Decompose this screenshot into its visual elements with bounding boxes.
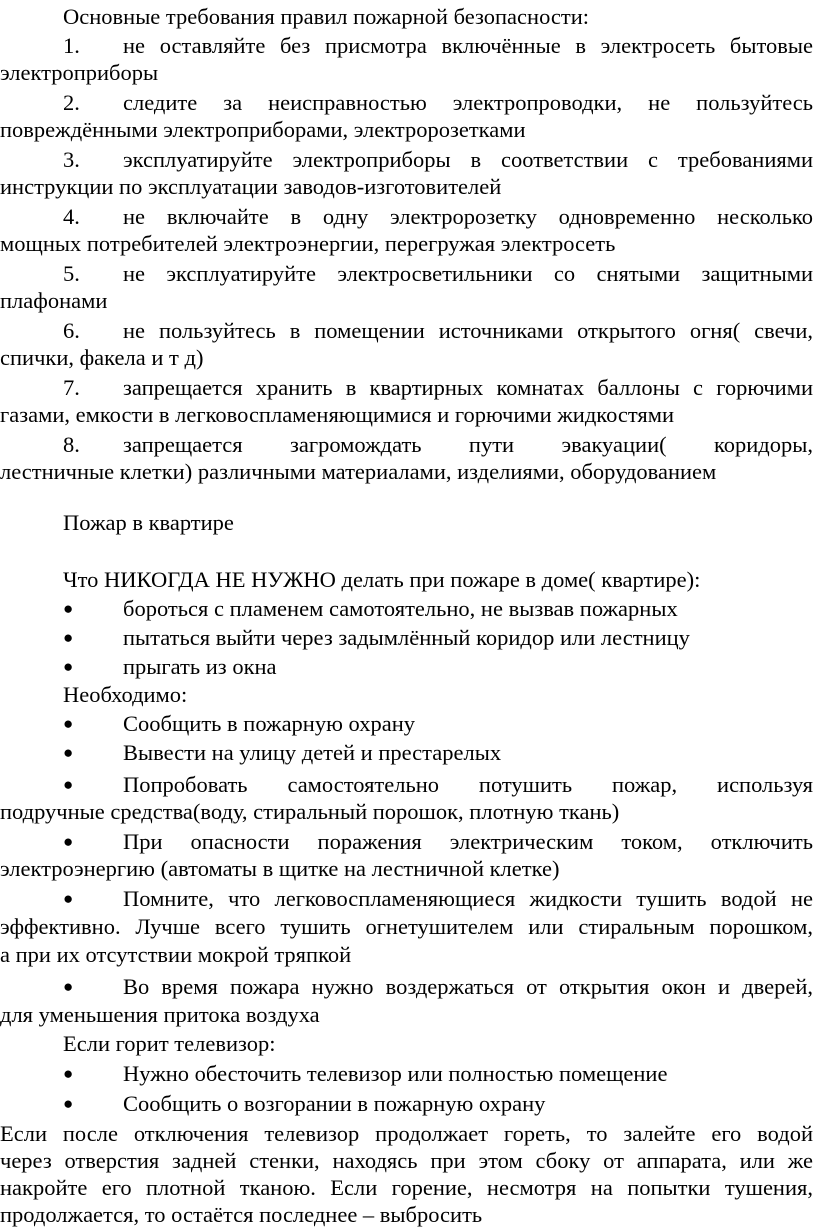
list-item-text: Сообщить в пожарную охрану (123, 711, 415, 736)
list-item-text: прыгать из окна (123, 654, 277, 679)
tv-item-1 (0, 1059, 816, 1088)
list-item-text: Во время пожара нужно воздержаться от открытия окон и дверей, (123, 974, 813, 999)
paragraph-text: накройте его плотной тканою. Если горение, несмотря на попытки тушения, (0, 1175, 813, 1200)
necessary-item-3-line-1 (0, 770, 816, 799)
rule-3-line-1 (0, 145, 816, 174)
final-paragraph-line-4 (0, 1200, 816, 1229)
necessary-item-6-line-1 (0, 972, 816, 1001)
rule-number: 6. (63, 318, 80, 343)
rule-text-continued: повреждёнными электроприборами, электророзетками (0, 117, 526, 142)
rule-text-continued: электроприборы (0, 60, 159, 85)
list-item-text: Помните, что легковоспламеняющиеся жидкости тушить водой не (123, 886, 813, 911)
never-item-3 (0, 652, 816, 681)
rule-5-line-2 (0, 286, 816, 315)
section-title: Пожар в квартире (63, 510, 234, 535)
list-item-text: Нужно обесточить телевизор или полностью помещение (123, 1061, 668, 1086)
tv-heading: Если горит телевизор: (63, 1031, 276, 1056)
bullet-icon: ● (63, 1064, 74, 1083)
bullet-icon: ● (63, 743, 74, 762)
rule-text-continued: плафонами (0, 288, 108, 313)
bullet-icon: ● (63, 775, 74, 794)
necessary-item-2 (0, 738, 816, 767)
necessary-heading-line (0, 680, 816, 709)
rule-4-line-2 (0, 229, 816, 258)
rule-number: 7. (63, 375, 80, 400)
never-heading-line (0, 565, 816, 594)
list-item-text: Вывести на улицу детей и престарелых (123, 740, 502, 765)
intro-title: Основные требования правил пожарной безопасности: (63, 4, 589, 29)
necessary-item-6-line-2 (0, 1000, 816, 1029)
rule-1-line-1 (0, 31, 816, 60)
list-item-text: При опасности поражения электрическим током, отключить (123, 829, 813, 854)
rule-4-line-1 (0, 202, 816, 231)
paragraph-text: Если после отключения телевизор продолжает гореть, то залейте его водой (0, 1121, 813, 1146)
rule-number: 1. (63, 33, 80, 58)
rule-2-line-2 (0, 115, 816, 144)
rule-6-line-2 (0, 343, 816, 372)
list-item-text-continued: электроэнергию (автоматы в щитке на лестничной клетке) (0, 856, 560, 881)
bullet-icon: ● (63, 599, 74, 618)
rule-text: запрещается загромождать пути эвакуации( коридоры, (123, 432, 813, 457)
list-item-text: пытаться выйти через задымлённый коридор или лестницу (123, 625, 690, 650)
rule-number: 2. (63, 90, 80, 115)
rule-text: следите за неисправностью электропроводки, не пользуйтесь (123, 90, 813, 115)
final-paragraph-line-3 (0, 1173, 816, 1202)
necessary-item-1 (0, 709, 816, 738)
rule-text: запрещается хранить в квартирных комнатах баллоны с горючими (123, 375, 813, 400)
rule-7-line-2 (0, 400, 816, 429)
rule-6-line-1 (0, 316, 816, 345)
rule-3-line-2 (0, 172, 816, 201)
list-item-text-continued: для уменьшения притока воздуха (0, 1002, 320, 1027)
rule-text-continued: лестничные клетки) различными материалами, изделиями, оборудованием (0, 459, 717, 484)
rule-text: не эксплуатируйте электросветильники со снятыми защитными (123, 261, 813, 286)
bullet-icon: ● (63, 628, 74, 647)
tv-item-2 (0, 1089, 816, 1118)
rule-number: 8. (63, 432, 80, 457)
paragraph-text: продолжается, то остаётся последнее – выбросить (0, 1202, 483, 1227)
never-item-1 (0, 594, 816, 623)
necessary-item-5-line-1 (0, 884, 816, 913)
necessary-item-5-line-2 (0, 912, 816, 941)
bullet-icon: ● (63, 889, 74, 908)
rule-text-continued: газами, емкости в легковоспламеняющимися и горючими жидкостями (0, 402, 675, 427)
necessary-item-4-line-1 (0, 827, 816, 856)
rule-8-line-1 (0, 430, 816, 459)
list-item-text-continued: эффективно. Лучше всего тушить огнетушителем или стиральным порошком, (0, 914, 813, 939)
list-item-text: Попробовать самостоятельно потушить пожар, используя (123, 772, 813, 797)
rule-text-continued: инструкции по эксплуатации заводов-изготовителей (0, 174, 502, 199)
final-paragraph-line-1 (0, 1119, 816, 1148)
final-paragraph-line-2 (0, 1146, 816, 1175)
rule-2-line-1 (0, 88, 816, 117)
bullet-icon: ● (63, 1094, 74, 1113)
paragraph-text: через отверстия задней стенки, находясь при этом сбоку от аппарата, или же (0, 1148, 813, 1173)
rule-1-line-2 (0, 58, 816, 87)
rule-7-line-1 (0, 373, 816, 402)
rule-text: эксплуатируйте электроприборы в соответствии с требованиями (123, 147, 813, 172)
rule-8-line-2 (0, 457, 816, 486)
list-item-text-continued: подручные средства(воду, стиральный порошок, плотную ткань) (0, 799, 620, 824)
intro-title-line (0, 2, 816, 31)
necessary-heading: Необходимо: (63, 682, 188, 707)
rule-5-line-1 (0, 259, 816, 288)
necessary-item-5-line-3 (0, 940, 816, 969)
list-item-text-continued: а при их отсутствии мокрой тряпкой (0, 942, 352, 967)
never-heading: Что НИКОГДА НЕ НУЖНО делать при пожаре в доме( квартире): (63, 567, 701, 592)
rule-number: 5. (63, 261, 80, 286)
rule-number: 3. (63, 147, 80, 172)
section-title-line (0, 508, 816, 537)
rule-text: не оставляйте без присмотра включённые в электросеть бытовые (123, 33, 813, 58)
list-item-text: бороться с пламенем самотоятельно, не вызвав пожарных (123, 596, 678, 621)
bullet-icon: ● (63, 832, 74, 851)
never-item-2 (0, 623, 816, 652)
necessary-item-4-line-2 (0, 854, 816, 883)
rule-text: не пользуйтесь в помещении источниками открытого огня( свечи, (123, 318, 813, 343)
rule-text-continued: спички, факела и т д) (0, 345, 204, 370)
rule-text: не включайте в одну электророзетку одновременно несколько (123, 204, 813, 229)
rule-number: 4. (63, 204, 80, 229)
tv-heading-line (0, 1029, 816, 1058)
bullet-icon: ● (63, 977, 74, 996)
necessary-item-3-line-2 (0, 797, 816, 826)
bullet-icon: ● (63, 714, 74, 733)
bullet-icon: ● (63, 657, 74, 676)
list-item-text: Сообщить о возгорании в пожарную охрану (123, 1091, 546, 1116)
rule-text-continued: мощных потребителей электроэнергии, перегружая электросеть (0, 231, 616, 256)
